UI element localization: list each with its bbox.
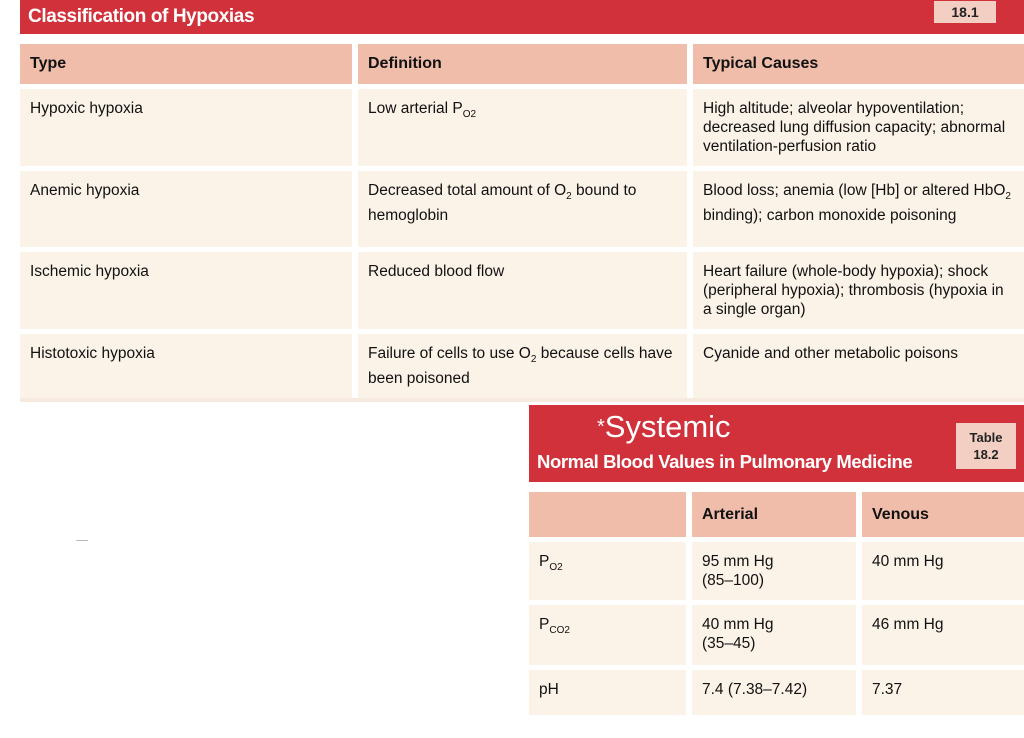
table-bottom-rule bbox=[20, 398, 1024, 402]
cell-causes: Blood loss; anemia (low [Hb] or altered HbO$_2$ binding); carbon monoxide poisoning bbox=[690, 169, 1024, 250]
cell-type: Histotoxic hypoxia bbox=[20, 332, 355, 399]
table-row bbox=[20, 87, 1024, 169]
cell-definition: Decreased total amount of $O_2$ bound to hemoglobin bbox=[355, 169, 690, 250]
cell-definition: Reduced blood flow bbox=[355, 250, 690, 332]
table-title-bar bbox=[20, 0, 1024, 34]
cell-definition: Low arterial $P_{O2}$ bbox=[355, 87, 690, 169]
table-title: Classification of Hypoxias bbox=[28, 6, 255, 27]
handwritten-annotation: *Systemic bbox=[597, 409, 731, 444]
cell-causes: Cyanide and other metabolic poisons bbox=[690, 332, 1024, 399]
cell-parameter: $P_{CO2}$ bbox=[529, 603, 689, 668]
table-header-row bbox=[529, 492, 1024, 540]
table-row bbox=[20, 332, 1024, 399]
cell-venous: 40 mm Hg bbox=[859, 540, 1024, 603]
table-row bbox=[529, 540, 1024, 603]
cell-venous: 7.37 bbox=[859, 668, 1024, 716]
cell-arterial: 95 mm Hg (85–100) bbox=[689, 540, 859, 603]
table-row bbox=[20, 250, 1024, 332]
table-row bbox=[20, 169, 1024, 250]
cell-arterial: 40 mm Hg (35–45) bbox=[689, 603, 859, 668]
table-number-badge: Table 18.2 bbox=[956, 423, 1016, 469]
cell-parameter: pH bbox=[529, 668, 689, 716]
column-header-parameter bbox=[529, 492, 689, 540]
column-header-venous: Venous bbox=[859, 492, 1024, 540]
cell-type: Anemic hypoxia bbox=[20, 169, 355, 250]
hypoxia-classification-table bbox=[20, 0, 1024, 402]
cell-causes: High altitude; alveolar hypoventilation; decreased lung diffusion capacity; abnormal ventilation-perfusion ratio bbox=[690, 87, 1024, 169]
table-row bbox=[529, 603, 1024, 668]
stray-mark bbox=[76, 540, 88, 541]
column-header-definition: Definition bbox=[355, 44, 690, 87]
cell-arterial: 7.4 (7.38–7.42) bbox=[689, 668, 859, 716]
column-header-causes: Typical Causes bbox=[690, 44, 1024, 87]
column-header-arterial: Arterial bbox=[689, 492, 859, 540]
column-header-type: Type bbox=[20, 44, 355, 87]
table-row bbox=[529, 668, 1024, 716]
cell-venous: 46 mm Hg bbox=[859, 603, 1024, 668]
cell-type: Hypoxic hypoxia bbox=[20, 87, 355, 169]
cell-causes: Heart failure (whole-body hypoxia); shock (peripheral hypoxia); thrombosis (hypoxia in a single organ) bbox=[690, 250, 1024, 332]
cell-definition: Failure of cells to use $O_2$ because cells have been poisoned bbox=[355, 332, 690, 399]
cell-type: Ischemic hypoxia bbox=[20, 250, 355, 332]
blood-values-table bbox=[529, 405, 1024, 715]
table-header-row bbox=[20, 44, 1024, 87]
cell-parameter: $P_{O2}$ bbox=[529, 540, 689, 603]
table-number-badge: 18.1 bbox=[934, 1, 996, 23]
table-title-bar bbox=[529, 405, 1024, 482]
table-title: Normal Blood Values in Pulmonary Medicine bbox=[537, 451, 913, 472]
